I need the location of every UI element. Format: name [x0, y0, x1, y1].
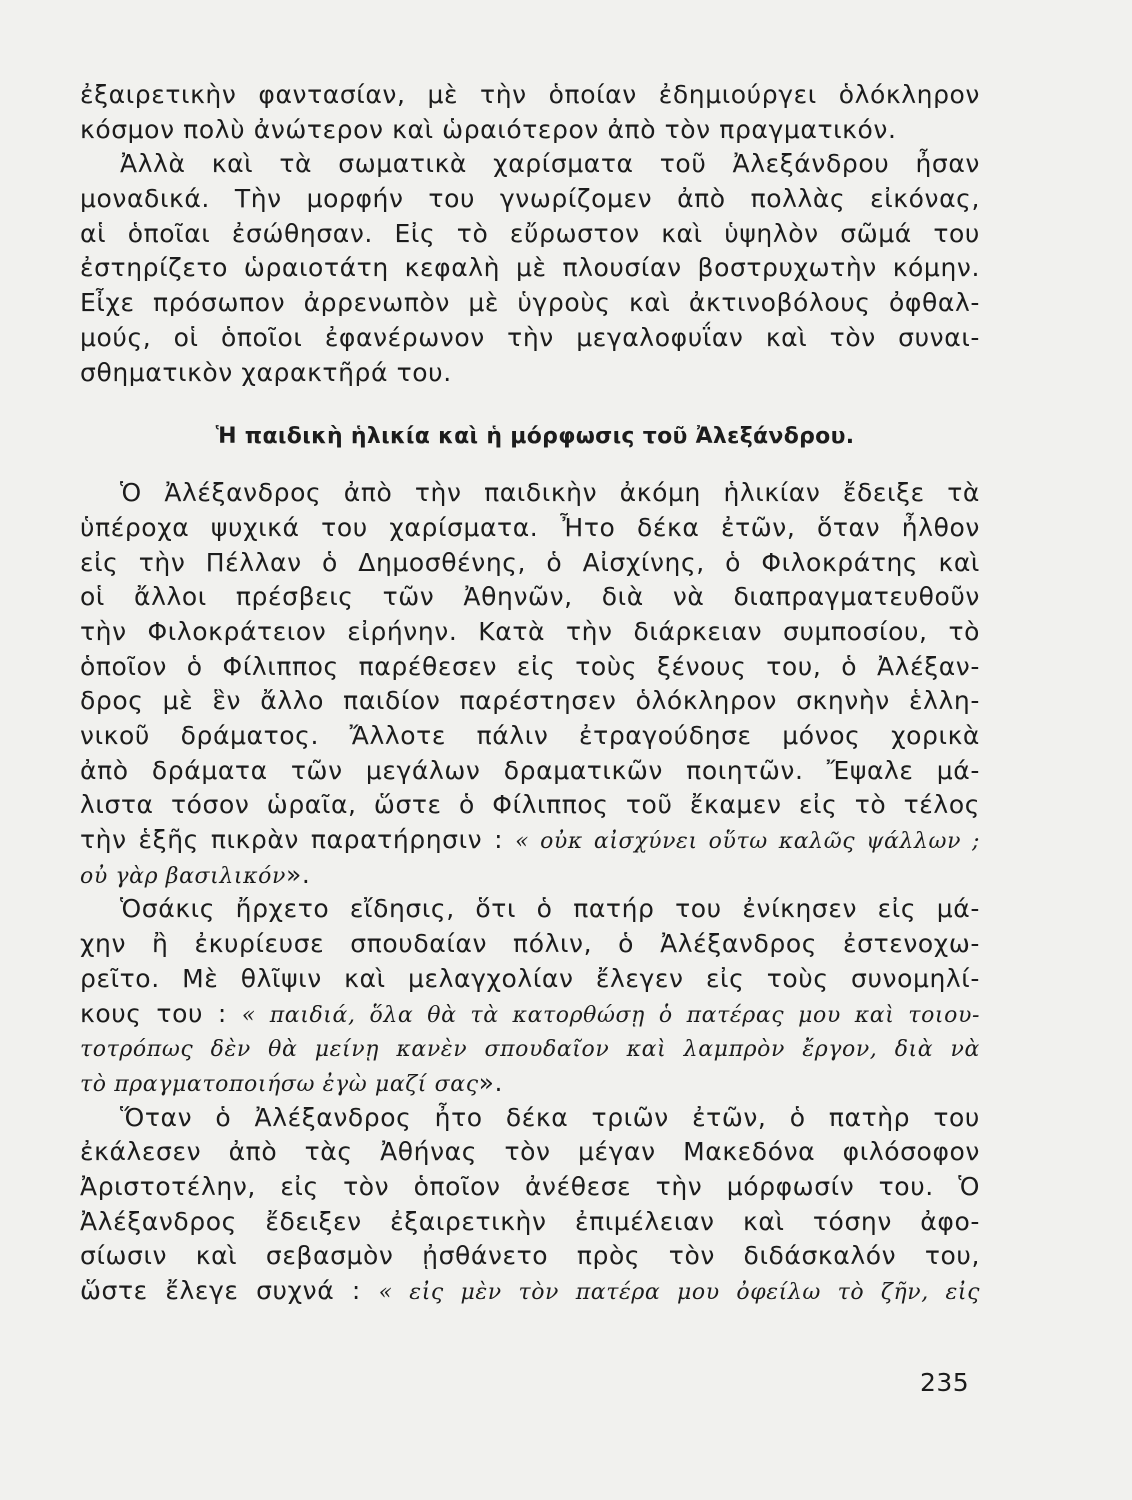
quotation: τὸ πραγματοποιήσω ἐγὼ μαζί σας	[80, 1071, 479, 1097]
quotation: τοτρόπως δὲν θὰ μείνῃ κανὲν σπουδαῖον καὶ λαμπρὸν ἔργον, διὰ νὰ	[80, 1037, 980, 1063]
quote-end: ».	[285, 859, 311, 889]
text-line: κόσμον πολὺ ἀνώτερον καὶ ὡραιότερον ἀπὸ τὸν πραγματικόν.	[80, 114, 897, 144]
text-line: ρεῖτο. Μὲ θλῖψιν καὶ μελαγχολίαν ἔλεγεν εἰς τοὺς συνομηλί-	[80, 963, 980, 993]
quotation: οὐ γὰρ βασιλικόν	[80, 863, 286, 889]
text-line	[80, 1031, 980, 1066]
line-text: ὥστε ἔλεγε συχνά :	[80, 1276, 361, 1305]
text-line: Ἀλλὰ καὶ τὰ σωματικὰ χαρίσματα τοῦ Ἀλεξάνδρου ἦσαν	[120, 149, 980, 179]
text-line: νικοῦ δράματος. Ἄλλοτε πάλιν ἐτραγούδησε μόνος χορικὰ	[80, 721, 980, 750]
text-line: Εἶχε πρόσωπον ἀρρενωπὸν μὲ ὑγροὺς καὶ ἀκτινοβόλους ὀφθαλ-	[80, 288, 980, 318]
paragraph-continuation	[80, 78, 980, 147]
text-line: χην ἢ ἐκυρίευσε σπουδαίαν πόλιν, ὁ Ἀλέξανδρος ἐστενοχω-	[80, 929, 980, 959]
book-page	[80, 78, 980, 1309]
text-line: ὑπέροχα ψυχικά του χαρίσματα. Ἦτο δέκα ἐτῶν, ὅταν ἦλθον	[80, 512, 980, 542]
text-line: ἐκάλεσεν ἀπὸ τὰς Ἀθήνας τὸν μέγαν Μακεδόνα φιλόσοφον	[80, 1137, 980, 1167]
text-line: αἱ ὁποῖαι ἐσώθησαν. Εἰς τὸ εὔρωστον καὶ ὑψηλὸν σῶμά του	[80, 218, 980, 248]
section-heading: Ἡ παιδικὴ ἡλικία καὶ ἡ μόρφωσις τοῦ Ἀλεξάνδρου.	[215, 424, 855, 450]
text-line: οἱ ἄλλοι πρέσβεις τῶν Ἀθηνῶν, διὰ νὰ διαπραγματευθοῦν	[80, 582, 980, 612]
text-line: δρος μὲ ἓν ἄλλο παιδίον παρέστησεν ὁλόκληρον σκηνὴν ἑλλη-	[80, 686, 980, 716]
text-line: Ὁ Ἀλέξανδρος ἀπὸ τὴν παιδικὴν ἀκόμη ἡλικίαν ἔδειξε τὰ	[120, 478, 980, 508]
text-line: Ὁσάκις ἤρχετο εἴδησις, ὅτι ὁ πατήρ του ἐνίκησεν εἰς μά-	[120, 894, 980, 924]
quote-end: ».	[478, 1067, 504, 1097]
text-line: Ἀριστοτέλην, εἰς τὸν ὁποῖον ἀνέθεσε τὴν μόρφωσίν του. Ὁ	[80, 1171, 980, 1201]
quotation: « εἰς μὲν τὸν πατέρα μου ὀφείλω τὸ ζῆν, εἰς	[378, 1280, 981, 1305]
paragraph-childhood	[80, 476, 980, 892]
text-line: ὁποῖον ὁ Φίλιππος παρέθεσεν εἰς τοὺς ξένους του, ὁ Ἀλέξαν-	[80, 651, 980, 681]
text-line	[80, 1274, 980, 1309]
text-line	[80, 858, 980, 893]
text-line: σίωσιν καὶ σεβασμὸν ᾐσθάνετο πρὸς τὸν διδάσκαλόν του,	[80, 1241, 980, 1271]
paragraph-aristotle	[80, 1101, 980, 1309]
paragraph-physical-traits	[80, 147, 980, 390]
text-line: λιστα τόσον ὡραῖα, ὥστε ὁ Φίλιππος τοῦ ἔκαμεν εἰς τὸ τέλος	[80, 790, 980, 820]
line-text: κους του :	[80, 998, 227, 1028]
paragraph-victories	[80, 892, 980, 1100]
text-line: Ὅταν ὁ Ἀλέξανδρος ἦτο δέκα τριῶν ἐτῶν, ὁ πατὴρ του	[120, 1102, 980, 1132]
text-line	[80, 1066, 980, 1101]
text-line: ἀπὸ δράματα τῶν μεγάλων δραματικῶν ποιητῶν. Ἔψαλε μά-	[80, 755, 980, 785]
quotation: « παιδιά, ὅλα θὰ τὰ κατορθώσῃ ὁ πατέρας μου καὶ τοιου-	[241, 1002, 981, 1028]
text-line: εἰς τὴν Πέλλαν ὁ Δημοσθένης, ὁ Αἰσχίνης, ὁ Φιλοκράτης καὶ	[80, 547, 980, 577]
text-line: μούς, οἱ ὁποῖοι ἐφανέρωνον τὴν μεγαλοφυΐαν καὶ τὸν συναι-	[80, 322, 980, 352]
text-line: ἐστηρίζετο ὡραιοτάτη κεφαλὴ μὲ πλουσίαν βοστρυχωτὴν κόμην.	[80, 253, 980, 283]
text-line	[80, 823, 980, 858]
text-line: μοναδικά. Τὴν μορφήν του γνωρίζομεν ἀπὸ πολλὰς εἰκόνας,	[80, 184, 980, 214]
text-line: ἐξαιρετικὴν φαντασίαν, μὲ τὴν ὁποίαν ἐδημιούργει ὁλόκληρον	[80, 80, 980, 109]
text-line: τὴν Φιλοκράτειον εἰρήνην. Κατὰ τὴν διάρκειαν συμποσίου, τὸ	[80, 616, 980, 646]
text-line: σθηματικὸν χαρακτῆρά του.	[80, 357, 452, 387]
page-number: 235	[920, 1368, 970, 1397]
quotation: « οὐκ αἰσχύνει οὕτω καλῶς ψάλλων ;	[515, 829, 980, 855]
text-line: Ἀλέξανδρος ἔδειξεν ἐξαιρετικὴν ἐπιμέλειαν καὶ τόσην ἀφο-	[80, 1206, 980, 1236]
line-text: τὴν ἑξῆς πικρὰν παρατήρησιν :	[80, 825, 504, 855]
text-line	[80, 997, 980, 1032]
